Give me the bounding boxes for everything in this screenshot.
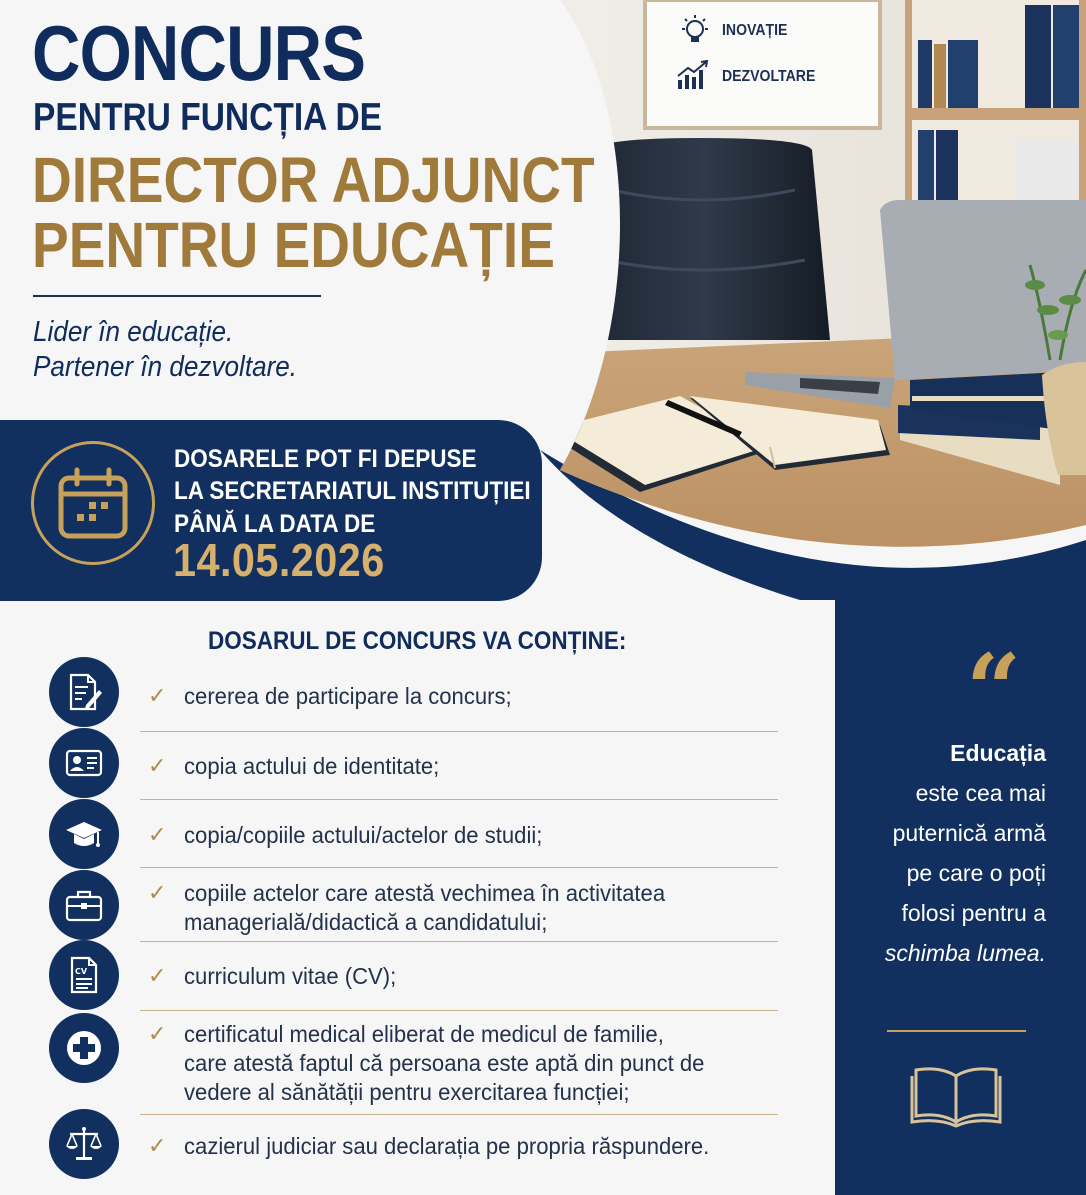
- deadline-line3: PÂNĂ LA DATA DE: [174, 509, 376, 538]
- list-item-line: copia/copiile actului/actelor de studii;: [184, 822, 543, 848]
- quote-text: [846, 733, 1046, 973]
- row-divider: [140, 1114, 778, 1115]
- row-divider: [140, 941, 778, 942]
- svg-text:CV: CV: [75, 967, 88, 976]
- list-item: [184, 962, 396, 991]
- tagline-line1: Lider în educație.: [33, 316, 234, 348]
- graduation-cap-icon: [49, 799, 119, 869]
- requirements-title: DOSARUL DE CONCURS VA CONȚINE:: [208, 627, 627, 655]
- tagline: [33, 315, 297, 386]
- check-icon: ✓: [148, 1022, 167, 1047]
- check-icon: ✓: [148, 881, 167, 906]
- list-item-line: copiile actelor care atestă vechimea în activitatea: [184, 880, 666, 906]
- quote-divider: [887, 1030, 1026, 1032]
- tagline-line2: Partener în dezvoltare.: [33, 351, 298, 384]
- title-divider: [33, 295, 321, 297]
- row-divider: [140, 1010, 778, 1011]
- row-divider: [140, 867, 778, 868]
- page-subtitle: PENTRU FUNCȚIA DE: [33, 96, 383, 139]
- whiteboard-item-development: DEZVOLTARE: [722, 68, 816, 85]
- deadline-line1: DOSARELE POT FI DEPUSE: [174, 445, 477, 473]
- calendar-icon: [55, 466, 131, 542]
- quote-mark: “: [966, 633, 1022, 746]
- lightbulb-icon: [678, 14, 712, 48]
- check-icon: ✓: [148, 754, 167, 779]
- whiteboard-item-innovation: INOVAȚIE: [722, 22, 788, 39]
- quote-line: schimba lumea.: [884, 940, 1046, 966]
- quote-line: este cea mai: [915, 780, 1046, 806]
- id-card-icon: [49, 728, 119, 798]
- position-title-line2: PENTRU EDUCAȚIE: [32, 209, 555, 282]
- briefcase-icon: [49, 870, 119, 940]
- scales-of-justice-icon: [49, 1109, 119, 1179]
- list-item: [184, 1132, 709, 1161]
- row-divider: [140, 799, 778, 800]
- check-icon: ✓: [148, 823, 167, 848]
- deadline-line2: LA SECRETARIATUL INSTITUȚIEI: [174, 477, 531, 506]
- check-icon: ✓: [148, 964, 167, 989]
- quote-line: puternică armă: [892, 820, 1046, 846]
- growth-chart-icon: [676, 60, 710, 90]
- cv-document-icon: [49, 940, 119, 1010]
- list-item: [184, 682, 512, 711]
- list-item: [184, 821, 542, 850]
- open-book-icon: [910, 1062, 1002, 1128]
- check-icon: ✓: [148, 684, 167, 709]
- position-title-line1: DIRECTOR ADJUNCT: [32, 144, 595, 216]
- row-divider: [140, 731, 778, 732]
- quote-line: pe care o poți: [906, 860, 1046, 886]
- list-item-line: copia actului de identitate;: [184, 753, 440, 779]
- list-item: [184, 1020, 704, 1107]
- list-item-line: care atestă faptul că persoana este aptă din punct de: [184, 1050, 705, 1076]
- deadline-date: 14.05.2026: [173, 534, 385, 586]
- list-item-line: certificatul medical eliberat de medicul de familie,: [184, 1021, 664, 1047]
- position-title: [32, 144, 595, 282]
- list-item: [184, 752, 439, 781]
- page-title: CONCURS: [32, 9, 366, 97]
- quote-line: Educația: [950, 740, 1046, 766]
- list-item-line: cererea de participare la concurs;: [184, 683, 512, 709]
- deadline-text: [174, 443, 531, 540]
- list-item-line: cazierul judiciar sau declarația pe propria răspundere.: [184, 1133, 710, 1159]
- medical-cross-icon: [49, 1013, 119, 1083]
- list-item: [184, 879, 665, 937]
- check-icon: ✓: [148, 1134, 167, 1159]
- list-item-line: vedere al sănătății pentru exercitarea funcției;: [184, 1079, 630, 1105]
- application-form-icon: [49, 657, 119, 727]
- list-item-line: curriculum vitae (CV);: [184, 963, 397, 989]
- quote-line: folosi pentru a: [901, 900, 1046, 926]
- list-item-line: managerială/didactică a candidatului;: [184, 909, 548, 935]
